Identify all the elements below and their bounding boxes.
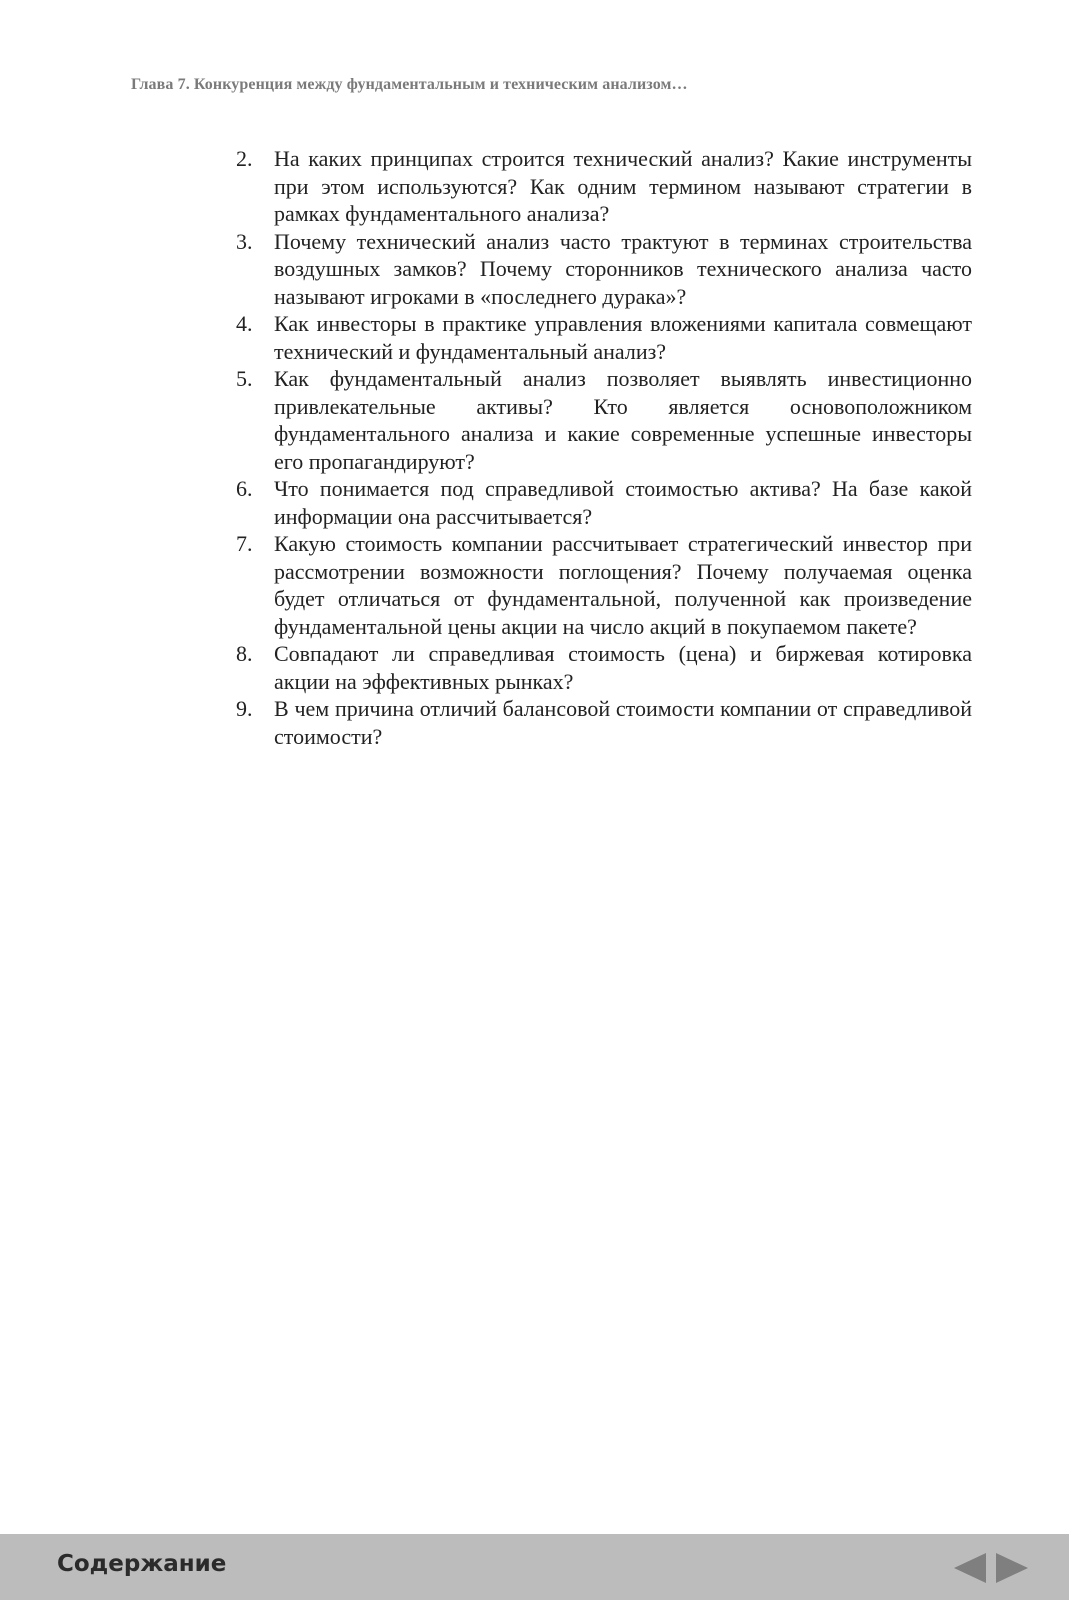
item-text: Как инвесторы в практике управления вложениями капитала совмещают технический и фундаментальный анализ? [274, 311, 972, 364]
list-item [236, 695, 972, 750]
item-text: Совпадают ли справедливая стоимость (цена) и биржевая котировка акции на эффективных рынках? [274, 641, 972, 694]
item-number: 9. [236, 696, 253, 721]
question-list [236, 145, 972, 750]
item-number: 3. [236, 228, 253, 254]
item-number: 2. [236, 146, 253, 171]
list-item [236, 640, 972, 695]
running-header: Глава 7. Конкуренция между фундаментальным и техническим анализом… [131, 76, 688, 93]
item-number: 8. [236, 641, 253, 666]
item-number: 4. [236, 311, 253, 336]
list-item [236, 145, 972, 228]
item-text: Какую стоимость компании рассчитывает стратегический инвестор при рассмотрении возможности поглощения? Почему получаемая оценка будет отличаться от фундаментальной, полученной как произведение фундаментальной цены акции на число акций в покупаемом пакете? [274, 531, 972, 639]
list-item [236, 228, 972, 311]
triangle-right-icon[interactable] [995, 1552, 1029, 1584]
item-text: На каких принципах строится технический анализ? Какие инструменты при этом используются? Как одним термином называют стратегии в рамках фундаментального анализа? [274, 146, 972, 226]
list-item [236, 475, 972, 530]
item-text: Что понимается под справедливой стоимостью актива? На базе какой информации она рассчитывается? [274, 476, 972, 529]
item-text: В чем причина отличий балансовой стоимости компании от справедливой стоимости? [274, 696, 972, 749]
item-text: Как фундаментальный анализ позволяет выявлять инвестиционно привлекательные активы? Кто является основоположником фундаментального анализа и какие современные успешные инвесторы его пропагандируют? [274, 366, 972, 474]
item-number: 7. [236, 531, 253, 556]
item-text: Почему технический анализ часто трактуют в терминах строительства воздушных замков? Почему сторонников технического анализа часто называют игроками в «последнего дурака»? [274, 228, 972, 309]
list-item [236, 310, 972, 365]
footer-nav-bar [0, 1534, 1069, 1600]
list-item [236, 530, 972, 640]
item-number: 6. [236, 476, 253, 501]
table-of-contents-link[interactable]: Содержание [57, 1551, 227, 1577]
list-item [236, 365, 972, 475]
triangle-left-icon[interactable] [953, 1552, 987, 1584]
item-number: 5. [236, 366, 253, 391]
